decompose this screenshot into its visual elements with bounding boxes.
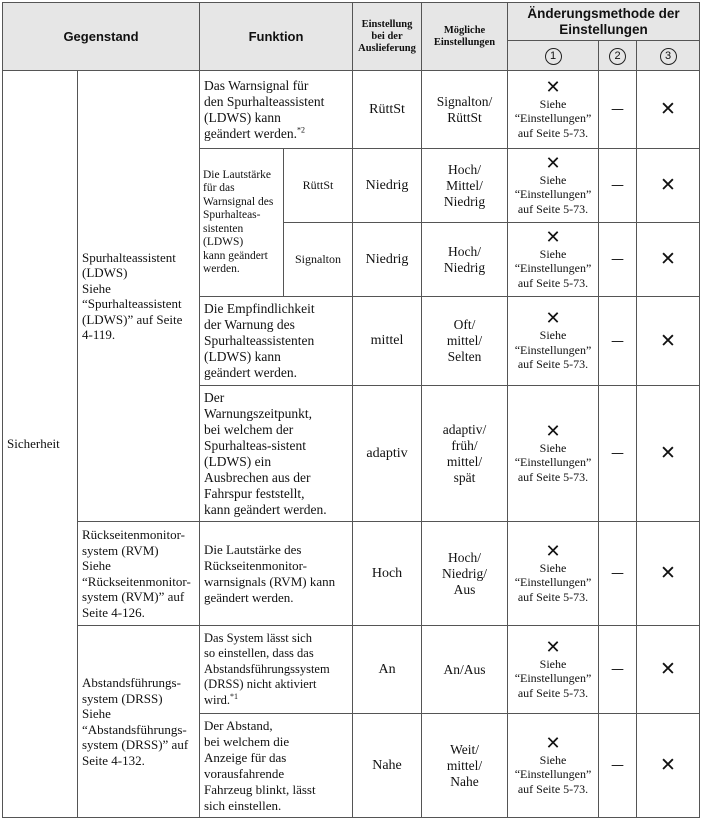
function-cell: Das System lässt sich so einstellen, dass das Abstandsführungssystem (DRSS) nicht aktiviert wird.$^{*1}$ xyxy=(200,626,353,714)
possible-values: Hoch/ Mittel/ Niedrig xyxy=(422,149,508,223)
header-moegliche: Mögliche Einstellungen xyxy=(422,3,508,71)
table-row xyxy=(3,71,700,149)
category-cell: Sicherheit xyxy=(3,71,78,818)
circled-number-3: 3 xyxy=(660,48,677,65)
cross-icon: ✕ xyxy=(545,636,561,658)
function-cell: Der Abstand, bei welchem die Anzeige für das vorausfahrende Fahrzeug blinkt, lässt sich einstellen. xyxy=(200,714,353,818)
method-3-cross-icon: ✕ xyxy=(637,223,700,297)
method-1-cell: ✕ Siehe “Einstellungen” auf Seite 5-73. xyxy=(508,223,599,297)
subject-drss: Abstandsführungs- system (DRSS) Siehe “Abstandsführungs- system (DRSS)” auf Seite 4-132. xyxy=(78,626,200,818)
default-value: An xyxy=(353,626,422,714)
cross-icon: ✕ xyxy=(545,308,561,330)
method-3-cross-icon: ✕ xyxy=(637,386,700,522)
function-cell: Die Empfindlichkeit der Warnung des Spurhalteassistenten (LDWS) kann geändert werden. xyxy=(200,297,353,386)
cross-icon: ✕ xyxy=(545,226,561,248)
cross-icon: ✕ xyxy=(545,540,561,562)
method-2-cell: — xyxy=(599,714,637,818)
default-value: mittel xyxy=(353,297,422,386)
method-3-cross-icon: ✕ xyxy=(637,522,700,626)
method-2-cell: — xyxy=(599,71,637,149)
default-value: adaptiv xyxy=(353,386,422,522)
possible-values: An/Aus xyxy=(422,626,508,714)
table-row xyxy=(3,626,700,714)
possible-values: Oft/ mittel/ Selten xyxy=(422,297,508,386)
method-1-cell: ✕ Siehe “Einstellungen” auf Seite 5-73. xyxy=(508,149,599,223)
circled-number-2: 2 xyxy=(609,48,626,65)
method-1-cell: ✕ Siehe “Einstellungen” auf Seite 5-73. xyxy=(508,71,599,149)
subject-ldws: Spurhalteassistent (LDWS) Siehe “Spurhalteassistent (LDWS)” auf Seite 4-119. xyxy=(78,71,200,522)
method-2-cell: — xyxy=(599,297,637,386)
method-2-cell: — xyxy=(599,626,637,714)
method-2-cell: — xyxy=(599,149,637,223)
subject-rvm: Rückseitenmonitor- system (RVM) Siehe “Rückseitenmonitor- system (RVM)” auf Seite 4-126. xyxy=(78,522,200,626)
method-1-cell: ✕ Siehe “Einstellungen” auf Seite 5-73. xyxy=(508,714,599,818)
header-method-1 xyxy=(508,41,599,71)
function-cell: Der Warnungszeitpunkt, bei welchem der Spurhalteas-sistent (LDWS) ein Ausbrechen aus der Fahrspur feststellt, kann geändert werden. xyxy=(200,386,353,522)
table-row xyxy=(3,522,700,626)
possible-values: Hoch/ Niedrig/ Aus xyxy=(422,522,508,626)
method-1-cell: ✕ Siehe “Einstellungen” auf Seite 5-73. xyxy=(508,297,599,386)
header-method-3 xyxy=(637,41,700,71)
settings-table xyxy=(2,2,700,818)
default-value: Nahe xyxy=(353,714,422,818)
sub-setting: RüttSt xyxy=(284,149,353,223)
method-2-cell: — xyxy=(599,522,637,626)
method-2-cell: — xyxy=(599,386,637,522)
cross-icon: ✕ xyxy=(545,152,561,174)
default-value: Niedrig xyxy=(353,149,422,223)
function-cell: Das Warnsignal für den Spurhalteassistent (LDWS) kann geändert werden.$^{*2}$ xyxy=(200,71,353,149)
circled-number-1: 1 xyxy=(545,48,562,65)
header-funktion: Funktion xyxy=(200,3,353,71)
possible-values: Signalton/ RüttSt xyxy=(422,71,508,149)
header-gegenstand: Gegenstand xyxy=(3,3,200,71)
possible-values: Weit/ mittel/ Nahe xyxy=(422,714,508,818)
method-3-cross-icon: ✕ xyxy=(637,71,700,149)
method-1-cell: ✕ Siehe “Einstellungen” auf Seite 5-73. xyxy=(508,522,599,626)
header-aenderung: Änderungsmethode der Einstellungen xyxy=(508,3,700,41)
method-3-cross-icon: ✕ xyxy=(637,297,700,386)
method-1-cell: ✕ Siehe “Einstellungen” auf Seite 5-73. xyxy=(508,626,599,714)
default-value: Hoch xyxy=(353,522,422,626)
method-1-cell: ✕ Siehe “Einstellungen” auf Seite 5-73. xyxy=(508,386,599,522)
cross-icon: ✕ xyxy=(545,732,561,754)
function-cell: Die Lautstärke für das Warnsignal des Spurhalteas- sistenten (LDWS) kann geändert werden. xyxy=(200,149,284,297)
header-method-2 xyxy=(599,41,637,71)
possible-values: adaptiv/ früh/ mittel/ spät xyxy=(422,386,508,522)
method-2-cell: — xyxy=(599,223,637,297)
cross-icon: ✕ xyxy=(545,76,561,98)
method-3-cross-icon: ✕ xyxy=(637,626,700,714)
possible-values: Hoch/ Niedrig xyxy=(422,223,508,297)
header-einstellung: Einstellung bei der Auslieferung xyxy=(353,3,422,71)
method-3-cross-icon: ✕ xyxy=(637,714,700,818)
function-cell: Die Lautstärke des Rückseitenmonitor- warnsignals (RVM) kann geändert werden. xyxy=(200,522,353,626)
sub-setting: Signalton xyxy=(284,223,353,297)
method-3-cross-icon: ✕ xyxy=(637,149,700,223)
default-value: Niedrig xyxy=(353,223,422,297)
default-value: RüttSt xyxy=(353,71,422,149)
cross-icon: ✕ xyxy=(545,420,561,442)
